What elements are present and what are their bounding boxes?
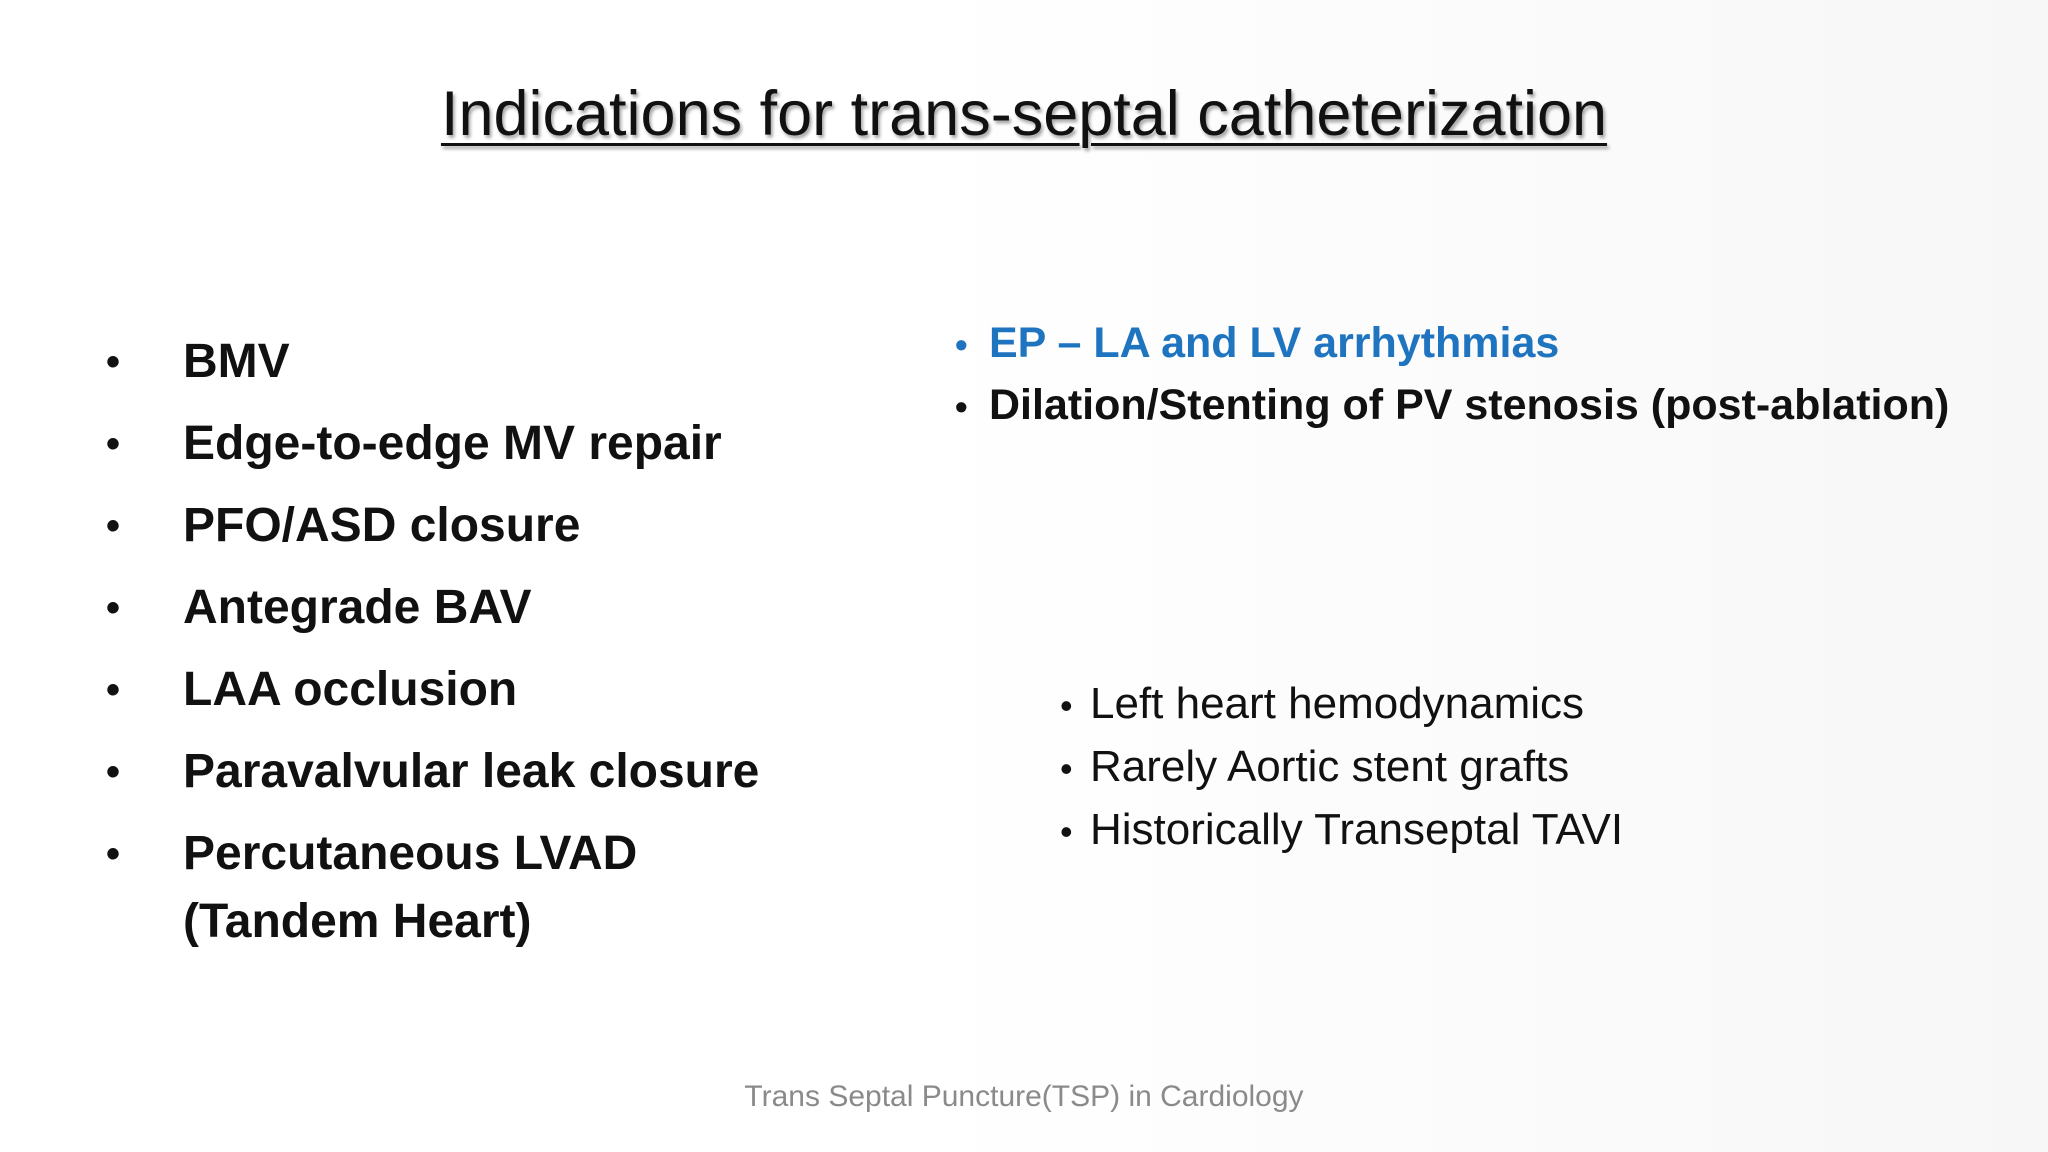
- list-item: • Left heart hemodynamics: [1060, 673, 1623, 736]
- indications-list-right-top: [955, 313, 1949, 437]
- slide-title: Indications for trans-septal catheterization: [440, 79, 1608, 149]
- bullet-icon: •: [955, 324, 968, 365]
- list-item: • Edge-to-edge MV repair: [100, 410, 759, 478]
- list-item: • Paravalvular leak closure: [100, 738, 759, 806]
- bullet-icon: •: [955, 386, 968, 427]
- bullet-icon: •: [106, 832, 121, 876]
- list-item: • LAA occlusion: [100, 656, 759, 724]
- indications-list-left: [100, 328, 759, 956]
- bullet-icon: •: [106, 504, 121, 548]
- bullet-icon: •: [106, 422, 121, 466]
- list-item: • PFO/ASD closure: [100, 492, 759, 560]
- bullet-icon: •: [1060, 811, 1073, 852]
- list-item: • Rarely Aortic stent grafts: [1060, 736, 1623, 799]
- list-item-ep: • EP – LA and LV arrhythmias: [955, 313, 1949, 375]
- list-item: • Antegrade BAV: [100, 574, 759, 642]
- bullet-icon: •: [106, 668, 121, 712]
- bullet-icon: •: [1060, 685, 1073, 726]
- list-item: • Percutaneous LVAD (Tandem Heart): [100, 820, 759, 956]
- indications-list-right-bottom: [1060, 673, 1623, 862]
- list-item: • BMV: [100, 328, 759, 396]
- list-item-continuation: (Tandem Heart): [183, 895, 532, 948]
- bullet-icon: •: [1060, 748, 1073, 789]
- list-item-pv-stenosis: • Dilation/Stenting of PV stenosis (post-ablation): [955, 375, 1949, 437]
- bullet-icon: •: [106, 340, 121, 384]
- slide-footer: Trans Septal Puncture(TSP) in Cardiology: [744, 1080, 1304, 1113]
- bullet-icon: •: [106, 586, 121, 630]
- bullet-icon: •: [106, 750, 121, 794]
- list-item: • Historically Transeptal TAVI: [1060, 799, 1623, 862]
